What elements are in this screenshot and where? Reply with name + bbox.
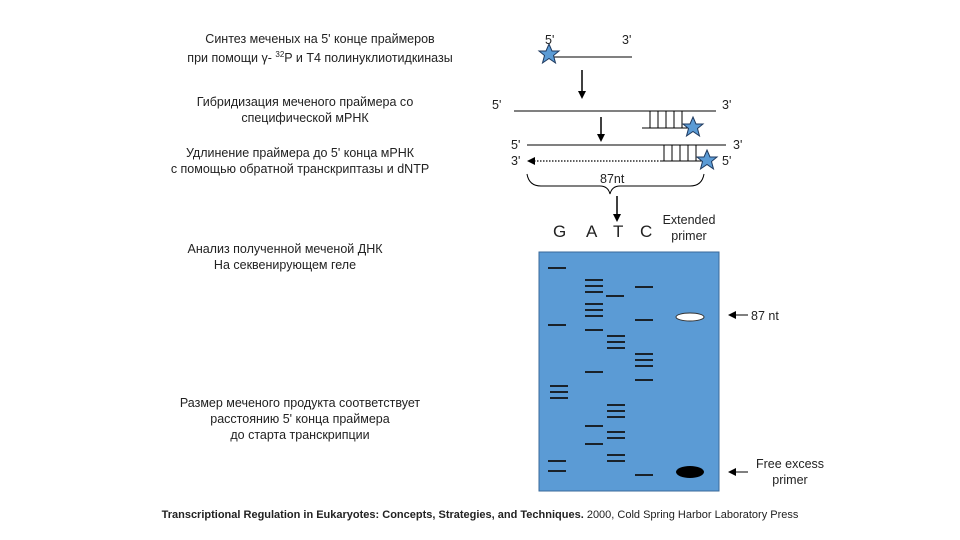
- mrna-5-label: 5': [492, 98, 502, 112]
- step-hybridization-line2: специфической мРНК: [241, 111, 369, 125]
- step-hybridization-line1: Гибридизация меченого праймера со: [196, 95, 414, 109]
- step-conclusion-line1: Размер меченого продукта соответствует: [179, 396, 421, 410]
- free-primer-band: [676, 466, 704, 478]
- mrna-3-label: 3': [722, 98, 732, 112]
- labeling-suffix: P и T4 полинуклиотидкиназы: [284, 51, 453, 65]
- free-primer-line2: primer: [772, 473, 808, 487]
- extended-primer-label: [654, 212, 724, 244]
- citation: [0, 509, 960, 521]
- step-labeling-line1: Синтез меченых на 5' конце праймеров: [205, 32, 435, 46]
- extended-bottom-3-label: 3': [511, 154, 521, 168]
- labeling-prefix: при помощи γ-: [187, 51, 276, 65]
- length-label: 87nt: [600, 172, 625, 186]
- step-extension-line2: с помощью обратной транскриптазы и dNTP: [170, 162, 430, 176]
- free-primer-label: [745, 456, 835, 488]
- product-size-label: 87 nt: [751, 309, 779, 323]
- extended-primer-line1: Extended: [662, 213, 716, 227]
- extension-arrow-icon: [527, 157, 535, 165]
- primer-3-label: 3': [622, 33, 632, 47]
- primer-5-label: 5': [545, 33, 555, 47]
- lane-label-g: G: [553, 222, 567, 241]
- step-analysis-line1: Анализ полученной меченой ДНК: [187, 242, 383, 256]
- isotope-superscript: 32: [275, 50, 285, 59]
- extended-top-5-label: 5': [511, 138, 521, 152]
- label-star-icon: [683, 117, 703, 136]
- lane-label-a: A: [586, 222, 598, 241]
- citation-publisher: 2000, Cold Spring Harbor Laboratory Press: [583, 509, 799, 521]
- base-pairs-extended: [664, 145, 696, 161]
- extended-bottom-5-label: 5': [722, 154, 732, 168]
- sequencing-gel: [539, 252, 719, 491]
- extended-product-band: [676, 313, 704, 321]
- lane-label-t: T: [613, 222, 624, 241]
- step-conclusion-line2: расстоянию 5' конца праймера: [210, 412, 390, 426]
- step-conclusion-line3: до старта транскрипции: [230, 428, 370, 442]
- label-star-icon: [697, 150, 717, 169]
- extended-top-3-label: 3': [733, 138, 743, 152]
- extended-primer-line2: primer: [671, 229, 707, 243]
- citation-title: Transcriptional Regulation in Eukaryotes: Concepts, Strategies, and Techniques.: [161, 509, 584, 521]
- base-pairs: [650, 111, 682, 128]
- lane-label-c: C: [640, 222, 653, 241]
- free-primer-line1: Free excess: [755, 457, 825, 471]
- step-analysis-line2: На секвенирующем геле: [213, 258, 357, 272]
- step-extension-line1: Удлинение праймера до 5' конца мРНК: [185, 146, 415, 160]
